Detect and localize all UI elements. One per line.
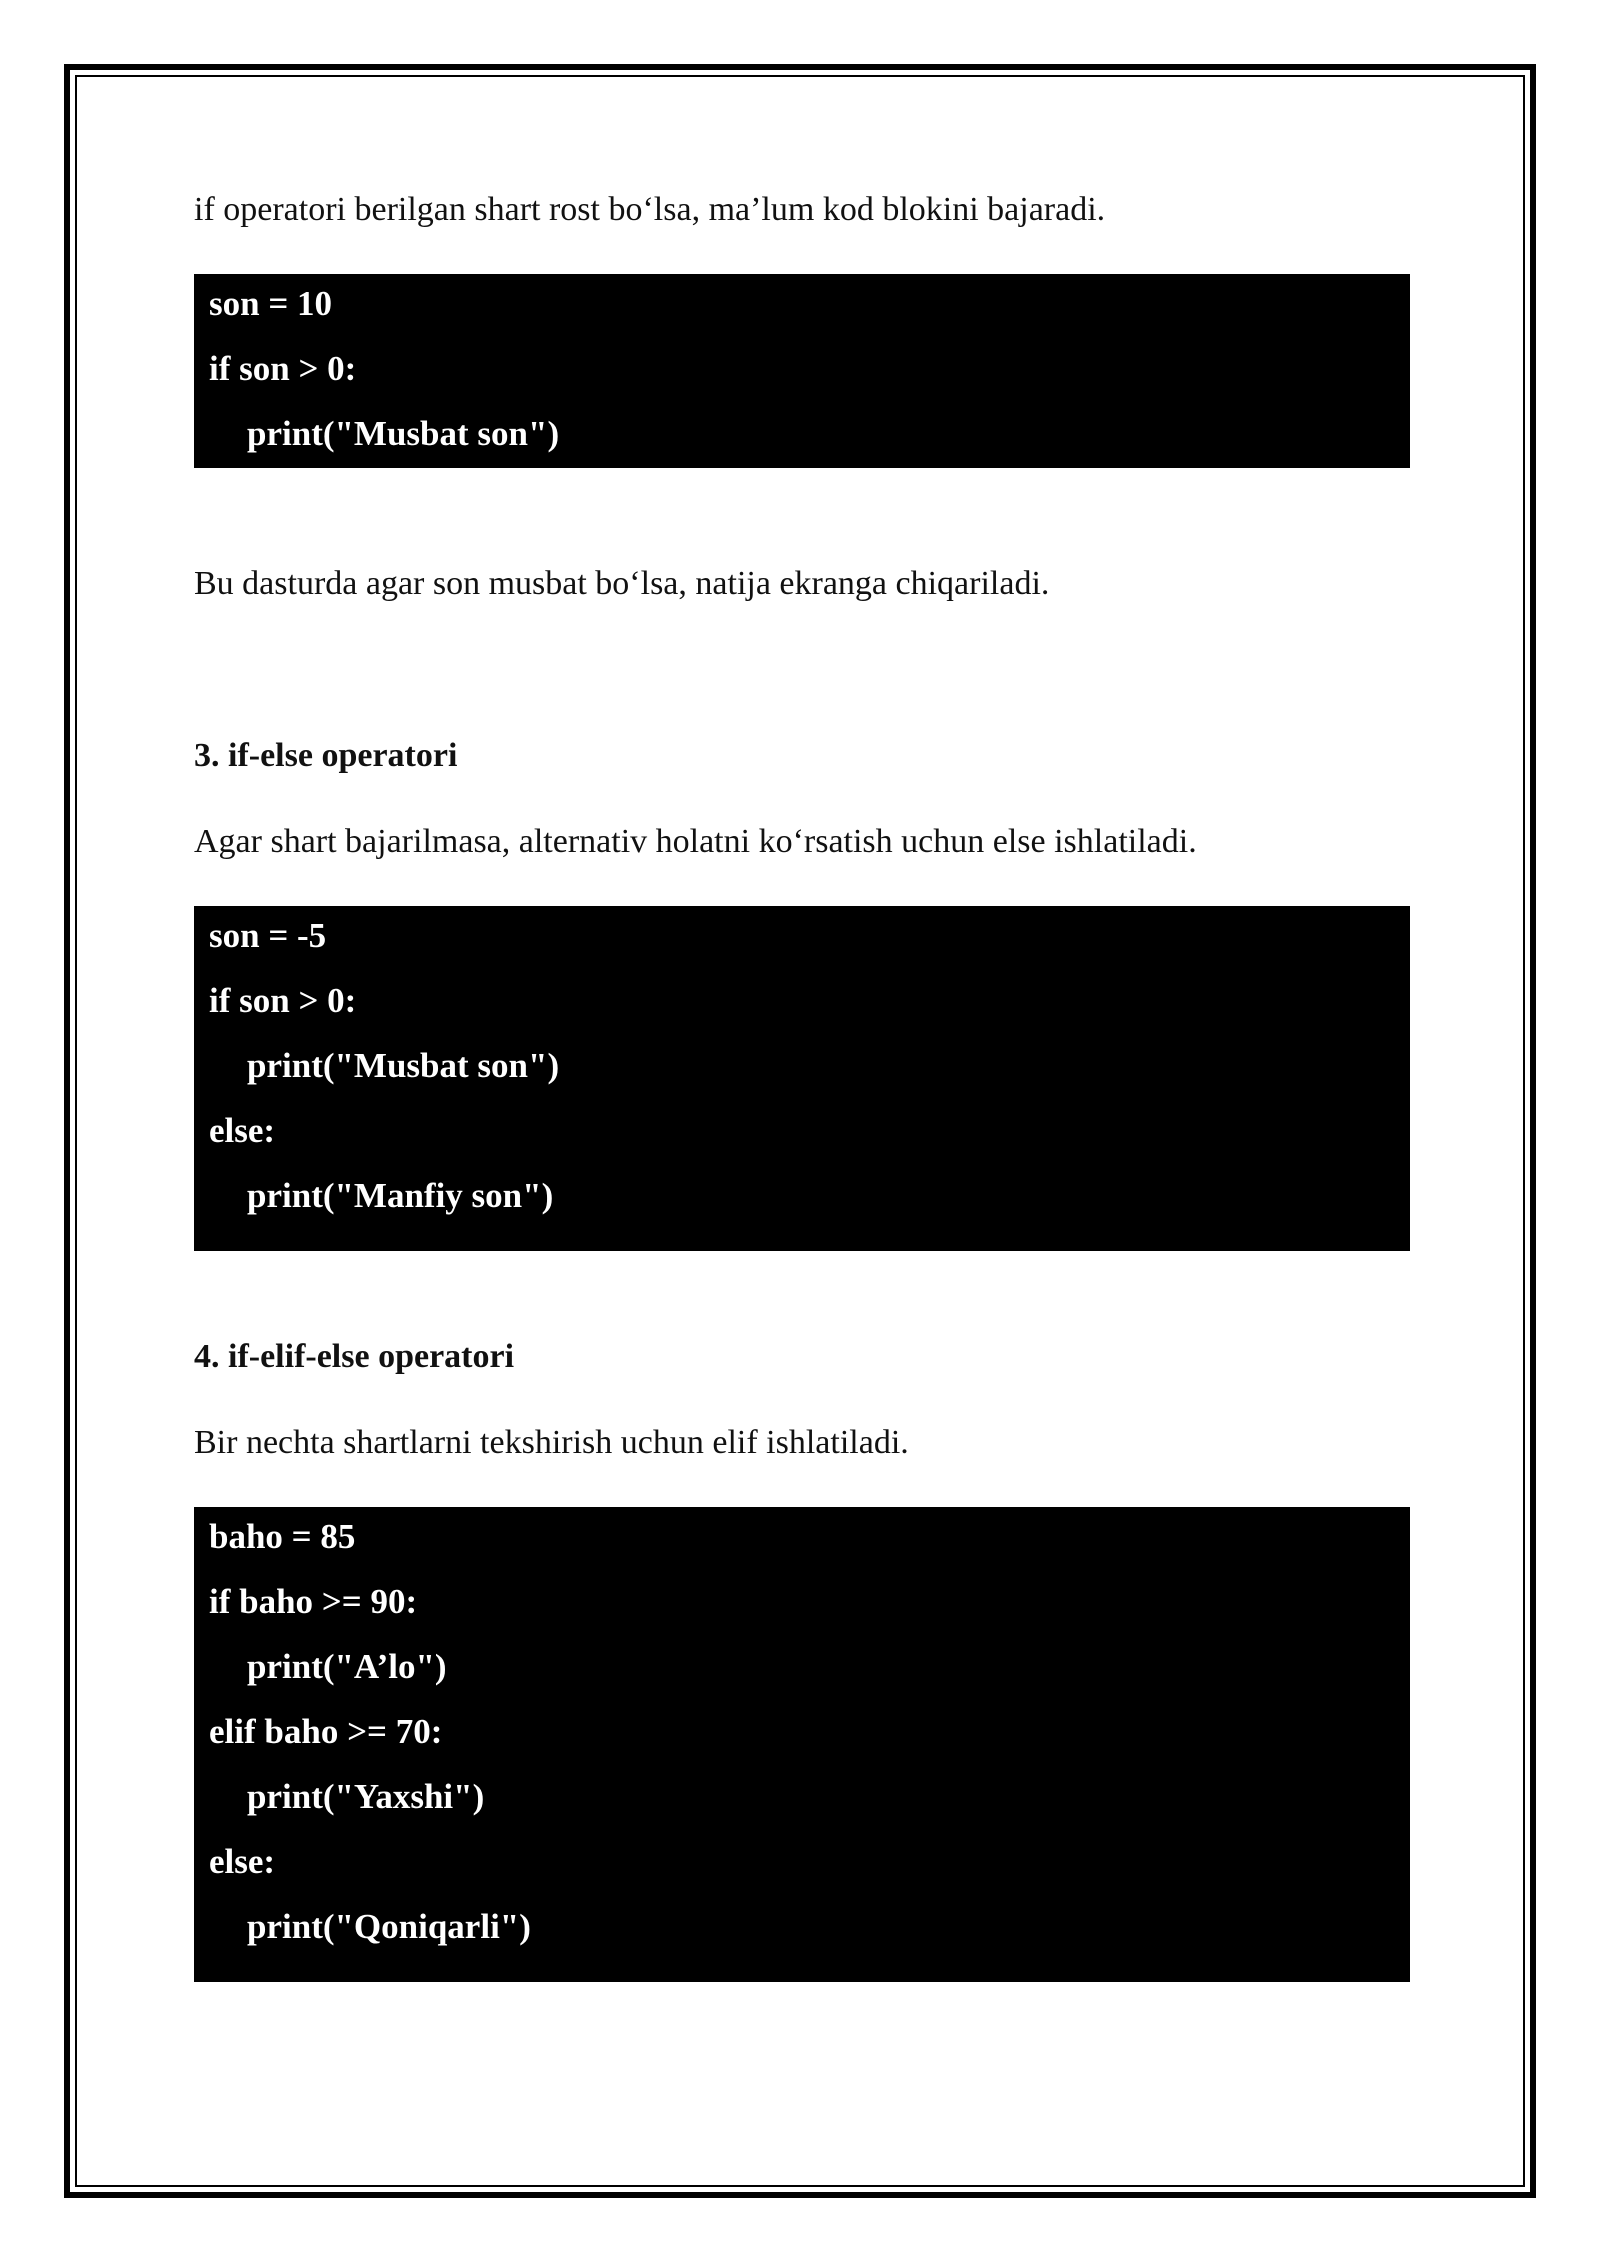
code-line: print("Qoniqarli") — [247, 1907, 531, 1946]
code-line: print("Yaxshi") — [247, 1777, 485, 1816]
code-line: son = 10 — [209, 284, 333, 323]
code-line: print("Manfiy son") — [247, 1176, 554, 1215]
code-line: print("A’lo") — [247, 1647, 447, 1686]
code-line: son = -5 — [209, 916, 327, 955]
paragraph-if-else-intro: Agar shart bajarilmasa, alternativ holatni ko‘rsatish uchun else ishlatiladi. — [194, 823, 1197, 860]
code-line: print("Musbat son") — [247, 1046, 560, 1085]
code-line: print("Musbat son") — [247, 414, 560, 453]
heading-if-elif-else: 4. if-elif-else operatori — [194, 1338, 515, 1375]
code-block-if-else — [194, 906, 1410, 1251]
code-line: else: — [209, 1111, 276, 1150]
code-block-if — [194, 274, 1410, 468]
code-line: if baho >= 90: — [209, 1582, 418, 1621]
code-line: elif baho >= 70: — [209, 1712, 443, 1751]
paragraph-if-intro: if operatori berilgan shart rost bo‘lsa, ma’lum kod blokini bajaradi. — [194, 191, 1106, 228]
paragraph-if-explanation: Bu dasturda agar son musbat bo‘lsa, natija ekranga chiqariladi. — [194, 565, 1050, 602]
code-line: if son > 0: — [209, 349, 357, 388]
code-line: else: — [209, 1842, 276, 1881]
code-line: if son > 0: — [209, 981, 357, 1020]
document-body — [194, 190, 1410, 1982]
code-block-if-elif-else — [194, 1507, 1410, 1982]
heading-if-else: 3. if-else operatori — [194, 737, 458, 774]
paragraph-if-elif-else-intro: Bir nechta shartlarni tekshirish uchun elif ishlatiladi. — [194, 1424, 909, 1461]
code-line: baho = 85 — [209, 1517, 356, 1556]
